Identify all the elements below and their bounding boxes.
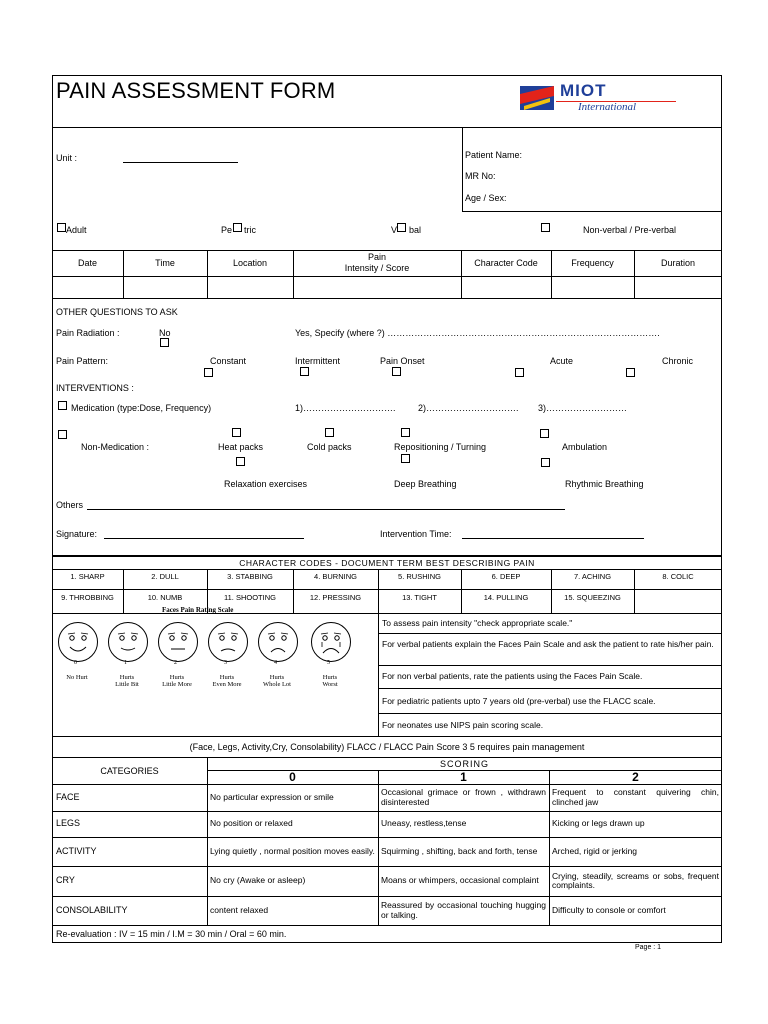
flacc-category xyxy=(56,837,203,866)
signature-field[interactable] xyxy=(104,538,304,539)
flacc-score-1 xyxy=(381,837,546,866)
face-label-line2: Little Bit xyxy=(115,681,139,688)
others-label: Others xyxy=(56,500,84,510)
face-label-line2: Little More xyxy=(162,681,192,688)
flacc-category xyxy=(56,866,203,896)
relaxation-label: Relaxation exercises xyxy=(224,479,308,489)
adult-label: Adult xyxy=(66,225,87,235)
face-3-icon xyxy=(208,622,248,662)
other-questions-heading: OTHER QUESTIONS TO ASK xyxy=(56,307,178,317)
rhythmic-label: Rhythmic Breathing xyxy=(565,479,644,489)
page-number: Page : 1 xyxy=(635,944,662,951)
flacc-category xyxy=(56,784,203,811)
acute-checkbox[interactable] xyxy=(515,368,524,377)
non-medication-checkbox[interactable] xyxy=(58,430,67,439)
intermittent-label: Intermittent xyxy=(295,356,341,366)
col-pain xyxy=(293,252,461,274)
flacc-category-text: CRY xyxy=(56,875,75,886)
character-code: 12. PRESSING xyxy=(309,592,362,602)
flacc-score-2-text: Crying, steadily, screams or sobs, frequent complaints. xyxy=(552,870,719,890)
flacc-score-0-text: Lying quietly , normal position moves easily. xyxy=(210,845,375,856)
col-pain-line1: Pain xyxy=(367,252,386,262)
character-code: 4. BURNING xyxy=(314,571,357,581)
verbal-checkbox[interactable] xyxy=(397,223,406,232)
categories-header: CATEGORIES xyxy=(100,765,159,776)
face-4-icon xyxy=(258,622,298,662)
flacc-score-0 xyxy=(210,866,375,896)
unit-field[interactable] xyxy=(123,162,238,163)
flacc-score-1 xyxy=(381,811,546,837)
heat-packs-label: Heat packs xyxy=(218,442,264,452)
flacc-score-2 xyxy=(552,811,719,837)
face-label xyxy=(150,674,204,688)
face-2-icon xyxy=(158,622,198,662)
logo-text: MIOT xyxy=(560,81,607,100)
flacc-category-text: ACTIVITY xyxy=(56,845,97,856)
face-label xyxy=(100,674,154,688)
face-label xyxy=(303,674,357,688)
face-label-line1: Hurts xyxy=(269,674,285,681)
character-code: 14. PULLING xyxy=(483,592,529,602)
face-number: 2 xyxy=(174,660,177,666)
character-code: 7. ACHING xyxy=(573,571,612,581)
face-5-icon xyxy=(311,622,351,662)
cold-packs-checkbox[interactable] xyxy=(325,428,334,437)
repositioning-label: Repositioning / Turning xyxy=(394,442,487,452)
flacc-score-0 xyxy=(210,811,375,837)
radiation-no-checkbox[interactable] xyxy=(160,338,169,347)
nonverbal-checkbox[interactable] xyxy=(541,223,550,232)
character-code: 10. NUMB xyxy=(147,592,183,602)
col-pain-line2: Intensity / Score xyxy=(344,263,410,273)
character-code: 3. STABBING xyxy=(227,571,273,581)
mr-no-label: MR No: xyxy=(465,171,496,181)
face-number: 0 xyxy=(74,660,77,666)
intervention-time-label: Intervention Time: xyxy=(380,529,452,539)
flacc-category-text: CONSOLABILITY xyxy=(56,904,128,915)
character-codes-heading: CHARACTER CODES - DOCUMENT TERM BEST DESCRIBING PAIN xyxy=(239,558,535,568)
face-label-line1: Hurts xyxy=(169,674,185,681)
flacc-score-0 xyxy=(210,784,375,811)
flacc-score-2 xyxy=(552,837,719,866)
flacc-score-0-text: No position or relaxed xyxy=(210,818,293,829)
face-label-line1: Hurts xyxy=(322,674,338,681)
logo-subtext: International xyxy=(578,101,637,113)
non-medication-label: Non-Medication : xyxy=(81,442,150,452)
flacc-heading: (Face, Legs, Activity,Cry, Consolability) FLACC / FLACC Pain Score 3 5 requires pain management xyxy=(189,742,585,752)
face-label-line2: Even More xyxy=(212,681,242,688)
medication-label: Medication (type:Dose, Frequency) xyxy=(71,403,212,413)
face-number: 5 xyxy=(327,660,330,666)
scoring-header: SCORING xyxy=(439,758,489,769)
flacc-score-2 xyxy=(552,784,719,811)
character-code: 13. TIGHT xyxy=(402,592,437,602)
flacc-category-text: LEGS xyxy=(56,818,81,829)
page-title: PAIN ASSESSMENT FORM xyxy=(56,78,336,103)
verbal-label-b: bal xyxy=(409,225,422,235)
face-number: 3 xyxy=(224,660,227,666)
age-sex-label: Age / Sex: xyxy=(465,193,507,203)
heat-packs-checkbox[interactable] xyxy=(232,428,241,437)
instruction-5: For neonates use NIPS pain scoring scale. xyxy=(382,720,544,730)
flacc-category-text: FACE xyxy=(56,791,80,802)
face-0-icon xyxy=(58,622,98,662)
face-label-line1: Hurts xyxy=(219,674,235,681)
flacc-score-1-text: Reassured by occasional touching hugging or talking. xyxy=(381,900,546,920)
score-1: 1 xyxy=(460,770,467,784)
flacc-score-1 xyxy=(381,866,546,896)
face-number: 1 xyxy=(124,660,127,666)
face-1-icon xyxy=(108,622,148,662)
character-code: 2. DULL xyxy=(151,571,179,581)
score-0: 0 xyxy=(289,770,296,784)
instruction-2: For verbal patients explain the Faces Pain Scale and ask the patient to rate his/her pain. xyxy=(382,639,714,649)
flacc-score-1 xyxy=(381,896,546,925)
others-field[interactable] xyxy=(87,509,565,510)
pediatric-label-b: tric xyxy=(244,225,256,235)
character-code: 1. SHARP xyxy=(70,571,105,581)
relaxation-checkbox[interactable] xyxy=(236,457,245,466)
flacc-category xyxy=(56,811,203,837)
medication-checkbox[interactable] xyxy=(58,401,67,410)
face-label-line1: No Hurt xyxy=(66,674,88,681)
constant-label: Constant xyxy=(210,356,247,366)
deep-breathing-checkbox[interactable] xyxy=(401,454,410,463)
pain-pattern-label: Pain Pattern: xyxy=(56,356,109,366)
reevaluation-note: Re-evaluation : IV = 15 min / I.M = 30 min / Oral = 60 min. xyxy=(56,929,287,939)
character-code: 8. COLIC xyxy=(662,571,694,581)
flacc-score-0 xyxy=(210,837,375,866)
miot-logo xyxy=(520,81,678,114)
col-date: Date xyxy=(77,258,97,268)
instruction-3: For non verbal patients, rate the patients using the Faces Pain Scale. xyxy=(382,671,643,681)
instruction-4: For pediatric patients upto 7 years old (pre-verbal) use the FLACC scale. xyxy=(382,696,656,706)
pediatric-checkbox[interactable] xyxy=(233,223,242,232)
pain-onset-label: Pain Onset xyxy=(380,356,425,366)
flacc-score-0-text: No cry (Awake or asleep) xyxy=(210,875,306,886)
flacc-score-0 xyxy=(210,896,375,925)
flacc-score-1-text: Uneasy, restless,tense xyxy=(381,818,467,829)
acute-label: Acute xyxy=(550,356,574,366)
signature-label: Signature: xyxy=(56,529,98,539)
flacc-score-1-text: Occasional grimace or frown , withdrawn disinterested xyxy=(381,787,546,807)
flacc-score-2 xyxy=(552,866,719,896)
intermittent-checkbox[interactable] xyxy=(300,367,309,376)
ambulation-label: Ambulation xyxy=(562,442,608,452)
flacc-score-2-text: Frequent to constant quivering chin, clinched jaw xyxy=(552,787,719,807)
face-number: 4 xyxy=(274,660,277,666)
flacc-score-2-text: Kicking or legs drawn up xyxy=(552,818,645,829)
pain-onset-checkbox[interactable] xyxy=(392,367,401,376)
flacc-score-2-text: Difficulty to console or comfort xyxy=(552,904,666,915)
face-label-line2: Worst xyxy=(322,681,338,688)
face-label-line2: Whole Lot xyxy=(263,681,291,688)
constant-checkbox[interactable] xyxy=(204,368,213,377)
verbal-label-a: V xyxy=(391,225,398,235)
face-label xyxy=(250,674,304,688)
face-label xyxy=(200,674,254,688)
patient-name-label: Patient Name: xyxy=(465,150,523,160)
radiation-yes-label: Yes, Specify (where ?) ………………………………………………………………………………. xyxy=(295,328,660,338)
repositioning-checkbox[interactable] xyxy=(401,428,410,437)
chronic-label: Chronic xyxy=(662,356,694,366)
flacc-category xyxy=(56,896,203,925)
deep-breathing-label: Deep Breathing xyxy=(394,479,457,489)
instruction-1: To assess pain intensity "check appropriate scale." xyxy=(382,618,573,628)
character-code: 15. SQUEEZING xyxy=(564,592,621,602)
face-label-line1: Hurts xyxy=(119,674,135,681)
flacc-score-1-text: Moans or whimpers, occasional complaint xyxy=(381,875,539,886)
rhythmic-checkbox[interactable] xyxy=(541,458,550,467)
flacc-score-0-text: No particular expression or smile xyxy=(210,791,334,802)
radiation-no-label: No xyxy=(159,328,171,338)
medication-1: 1)…………………………. xyxy=(295,403,396,413)
flacc-score-2-text: Arched, rigid or jerking xyxy=(552,845,638,856)
adult-checkbox[interactable] xyxy=(57,223,66,232)
col-character-code: Character Code xyxy=(474,258,538,268)
col-location: Location xyxy=(232,258,268,268)
intervention-time-field[interactable] xyxy=(462,538,644,539)
flacc-score-0-text: content relaxed xyxy=(210,904,269,915)
flacc-score-1 xyxy=(381,784,546,811)
character-code: 11. SHOOTING xyxy=(224,592,276,602)
faces-scale-title: Faces Pain Rating Scale xyxy=(162,606,234,614)
col-duration: Duration xyxy=(660,258,696,268)
medication-3: 3)……………………… xyxy=(538,403,628,413)
cold-packs-label: Cold packs xyxy=(307,442,352,452)
face-label xyxy=(50,674,104,681)
col-time: Time xyxy=(155,258,175,268)
pediatric-label-a: Pe xyxy=(221,225,233,235)
character-code: 5. RUSHING xyxy=(398,571,441,581)
character-code: 6. DEEP xyxy=(491,571,521,581)
score-2: 2 xyxy=(632,770,639,784)
chronic-checkbox[interactable] xyxy=(626,368,635,377)
nonverbal-label: Non-verbal / Pre-verbal xyxy=(583,225,677,235)
flacc-score-1-text: Squirming , shifting, back and forth, tense xyxy=(381,845,538,856)
character-code xyxy=(634,589,722,605)
col-frequency: Frequency xyxy=(571,258,614,268)
interventions-heading: INTERVENTIONS : xyxy=(56,383,134,393)
character-code: 9. THROBBING xyxy=(61,592,114,602)
medication-2: 2)…………………………. xyxy=(418,403,519,413)
flacc-score-2 xyxy=(552,896,719,925)
pain-radiation-label: Pain Radiation : xyxy=(56,328,120,338)
unit-label: Unit : xyxy=(56,153,78,163)
ambulation-checkbox[interactable] xyxy=(540,429,549,438)
